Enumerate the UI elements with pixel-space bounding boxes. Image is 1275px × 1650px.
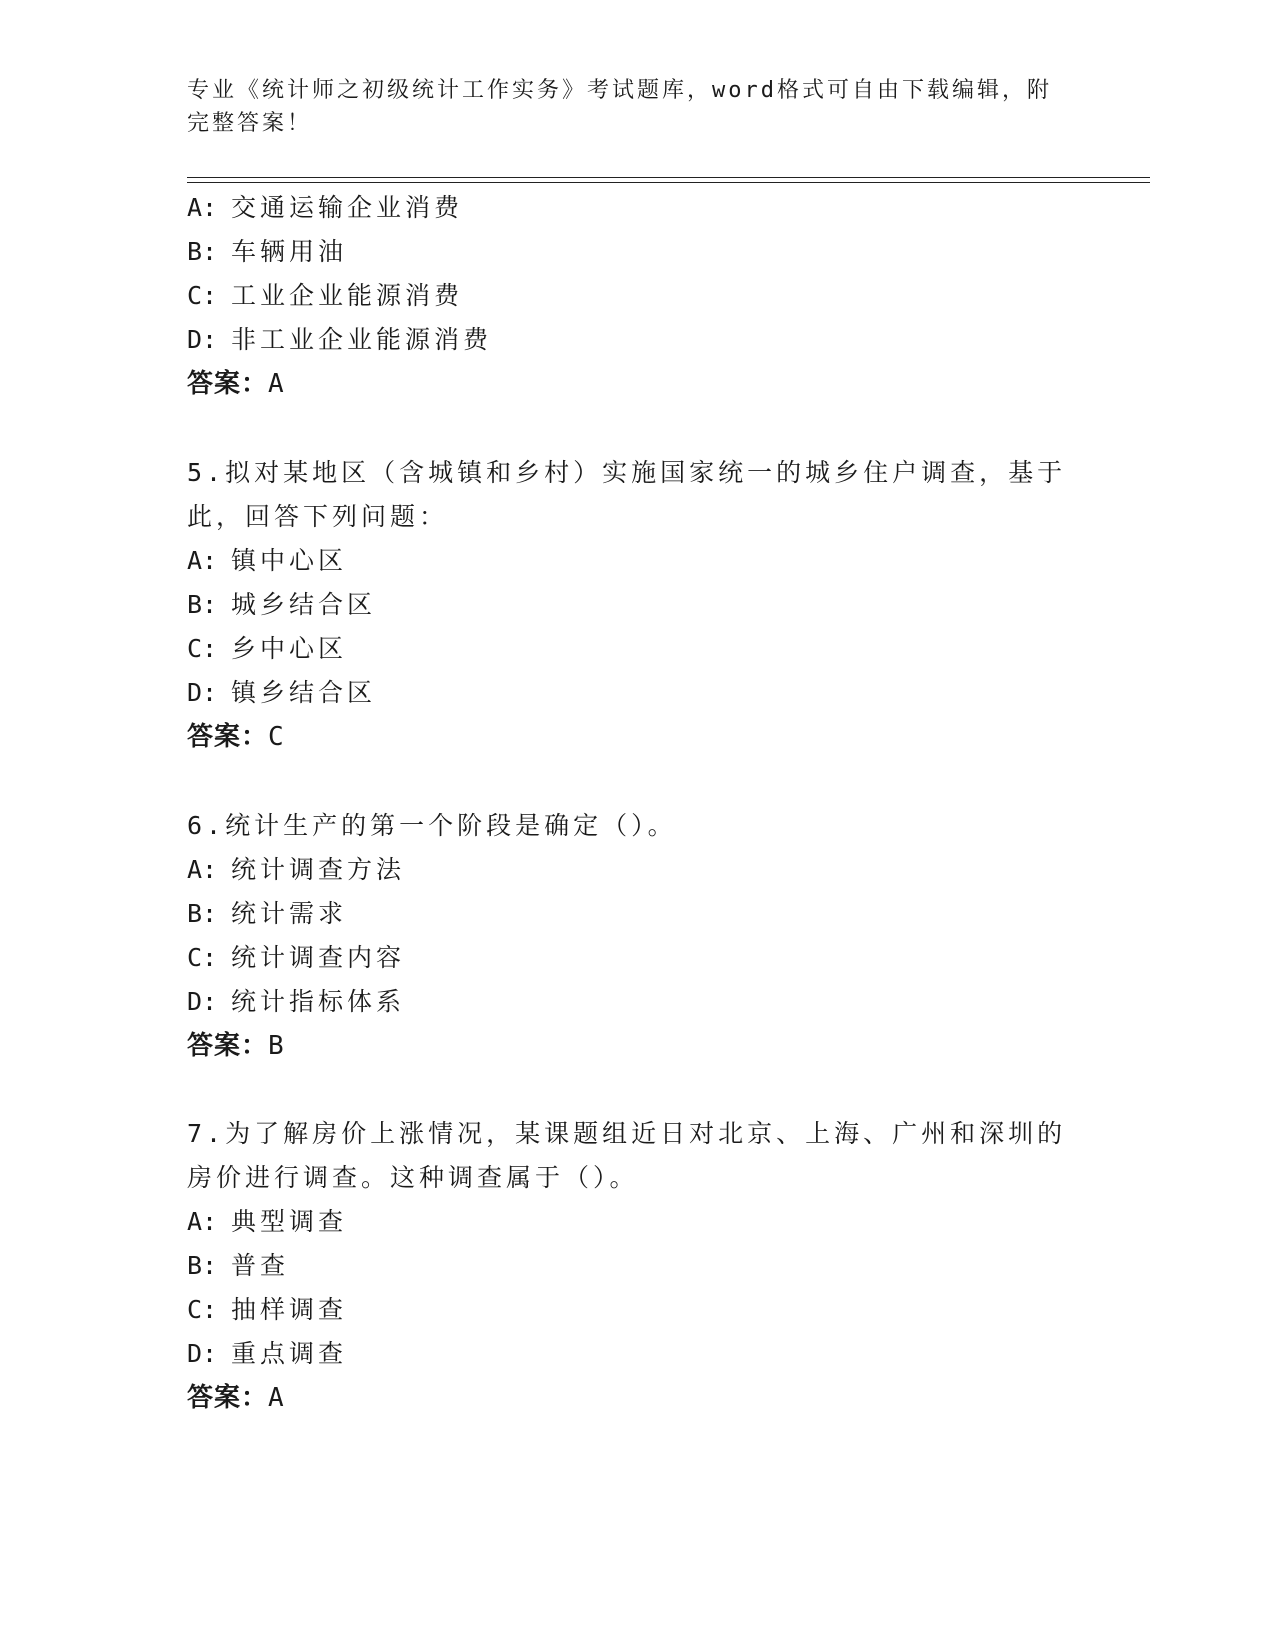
q5-option-d: D: 镇乡结合区 xyxy=(187,678,377,707)
header-intro-text: 专业《统计师之初级统计工作实务》考试题库，word格式可自由下载编辑，附完整答案！ xyxy=(187,78,1052,136)
q6-option-c: C: 统计调查内容 xyxy=(187,943,406,972)
q6-stem-line1: 6.统计生产的第一个阶段是确定（）。 xyxy=(187,811,677,840)
q6-option-b: B: 统计需求 xyxy=(187,899,348,928)
q5-option-a: A: 镇中心区 xyxy=(187,546,348,575)
q5-option-b: B: 城乡结合区 xyxy=(187,590,377,619)
q4-answer: 答案：A xyxy=(187,369,285,399)
q6-answer: 答案：B xyxy=(187,1031,285,1061)
q6-option-d: D: 统计指标体系 xyxy=(187,987,406,1016)
q6-option-a: A: 统计调查方法 xyxy=(187,855,406,884)
q7-option-c: C: 抽样调查 xyxy=(187,1295,348,1324)
q5-stem-line1: 5.拟对某地区（含城镇和乡村）实施国家统一的城乡住户调查，基于 xyxy=(187,458,1067,487)
q5-option-c: C: 乡中心区 xyxy=(187,634,348,663)
q7-stem-line2: 房价进行调查。这种调查属于（）。 xyxy=(187,1163,639,1192)
q7-option-d: D: 重点调查 xyxy=(187,1339,348,1368)
q4-option-d: D: 非工业企业能源消费 xyxy=(187,325,493,354)
q5-stem-line2: 此，回答下列问题： xyxy=(187,502,449,531)
q7-option-a: A: 典型调查 xyxy=(187,1207,348,1236)
q7-stem-line1: 7.为了解房价上涨情况，某课题组近日对北京、上海、广州和深圳的 xyxy=(187,1119,1067,1148)
header-divider-bottom xyxy=(187,182,1150,183)
document-header xyxy=(187,74,1067,140)
q7-option-b: B: 普查 xyxy=(187,1251,290,1280)
q5-answer: 答案：C xyxy=(187,722,285,752)
q4-option-c: C: 工业企业能源消费 xyxy=(187,281,464,310)
q4-option-a: A: 交通运输企业消费 xyxy=(187,193,464,222)
q4-option-b: B: 车辆用油 xyxy=(187,237,348,266)
q7-answer: 答案：A xyxy=(187,1383,285,1413)
header-divider-top xyxy=(187,177,1150,178)
